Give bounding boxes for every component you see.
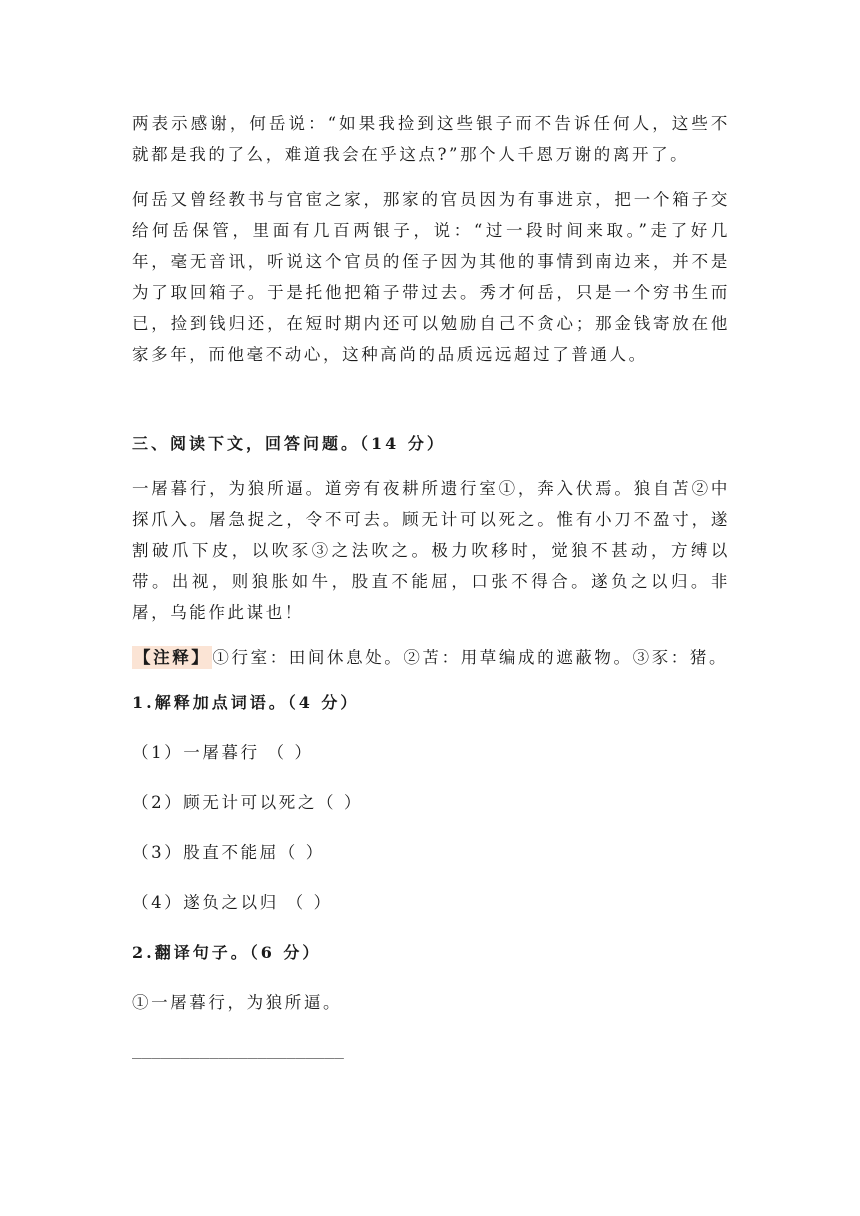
section-spacer bbox=[132, 370, 730, 428]
annotation-text: ①行室：田间休息处。②苫：用草编成的遮蔽物。③豕：猪。 bbox=[212, 648, 729, 667]
annotation-line bbox=[132, 642, 730, 673]
section-3-heading: 三、阅读下文，回答问题。（14 分） bbox=[132, 434, 446, 453]
question-1-item-2: （2）顾无计可以死之（ ） bbox=[132, 793, 364, 812]
passage-paragraph-2: 何岳又曾经教书与官宦之家，那家的官员因为有事进京，把一个箱子交给何岳保管，里面有几百两银子，说：“过一段时间来取。”走了好几年，毫无音讯，听说这个官员的侄子因为其他的事情到南边来，并不是为了取回箱子。于是托他把箱子带过去。秀才何岳，只是一个穷书生而已，捡到钱归还，在短时期内还可以勉励自己不贪心；那金钱寄放在他家多年，而他毫不动心，这种高尚的品质远远超过了普通人。 bbox=[132, 190, 730, 364]
document-page bbox=[132, 108, 730, 1060]
question-1-item-4: （4）遂负之以归 （ ） bbox=[132, 893, 333, 912]
classical-text: 一屠暮行，为狼所逼。道旁有夜耕所遗行室①，奔入伏焉。狼自苫②中探爪入。屠急捉之，令不可去。顾无计可以死之。惟有小刀不盈寸，遂割破爪下皮，以吹豕③之法吹之。极力吹移时，觉狼不甚动，方缚以带。出视，则狼胀如牛，股直不能屈，口张不得合。遂负之以归。非屠，乌能作此谋也！ bbox=[132, 479, 730, 622]
question-1-item-1: （1）一屠暮行 （ ） bbox=[132, 743, 314, 762]
annotation-tag: 【注释】 bbox=[134, 648, 211, 667]
passage-paragraph-1: 两表示感谢，何岳说：“如果我捡到这些银子而不告诉任何人，这些不就都是我的了么，难道我会在乎这点?”那个人千恩万谢的离开了。 bbox=[132, 114, 730, 164]
question-2-sentence: ①一屠暮行，为狼所逼。 bbox=[132, 993, 343, 1012]
question-1-heading: 1.解释加点词语。（4 分） bbox=[132, 693, 360, 712]
question-2-heading: 2.翻译句子。（6 分） bbox=[132, 943, 322, 962]
answer-blank-line: ______________________ bbox=[132, 1040, 344, 1059]
question-1-item-3: （3）股直不能屈（ ） bbox=[132, 843, 325, 862]
